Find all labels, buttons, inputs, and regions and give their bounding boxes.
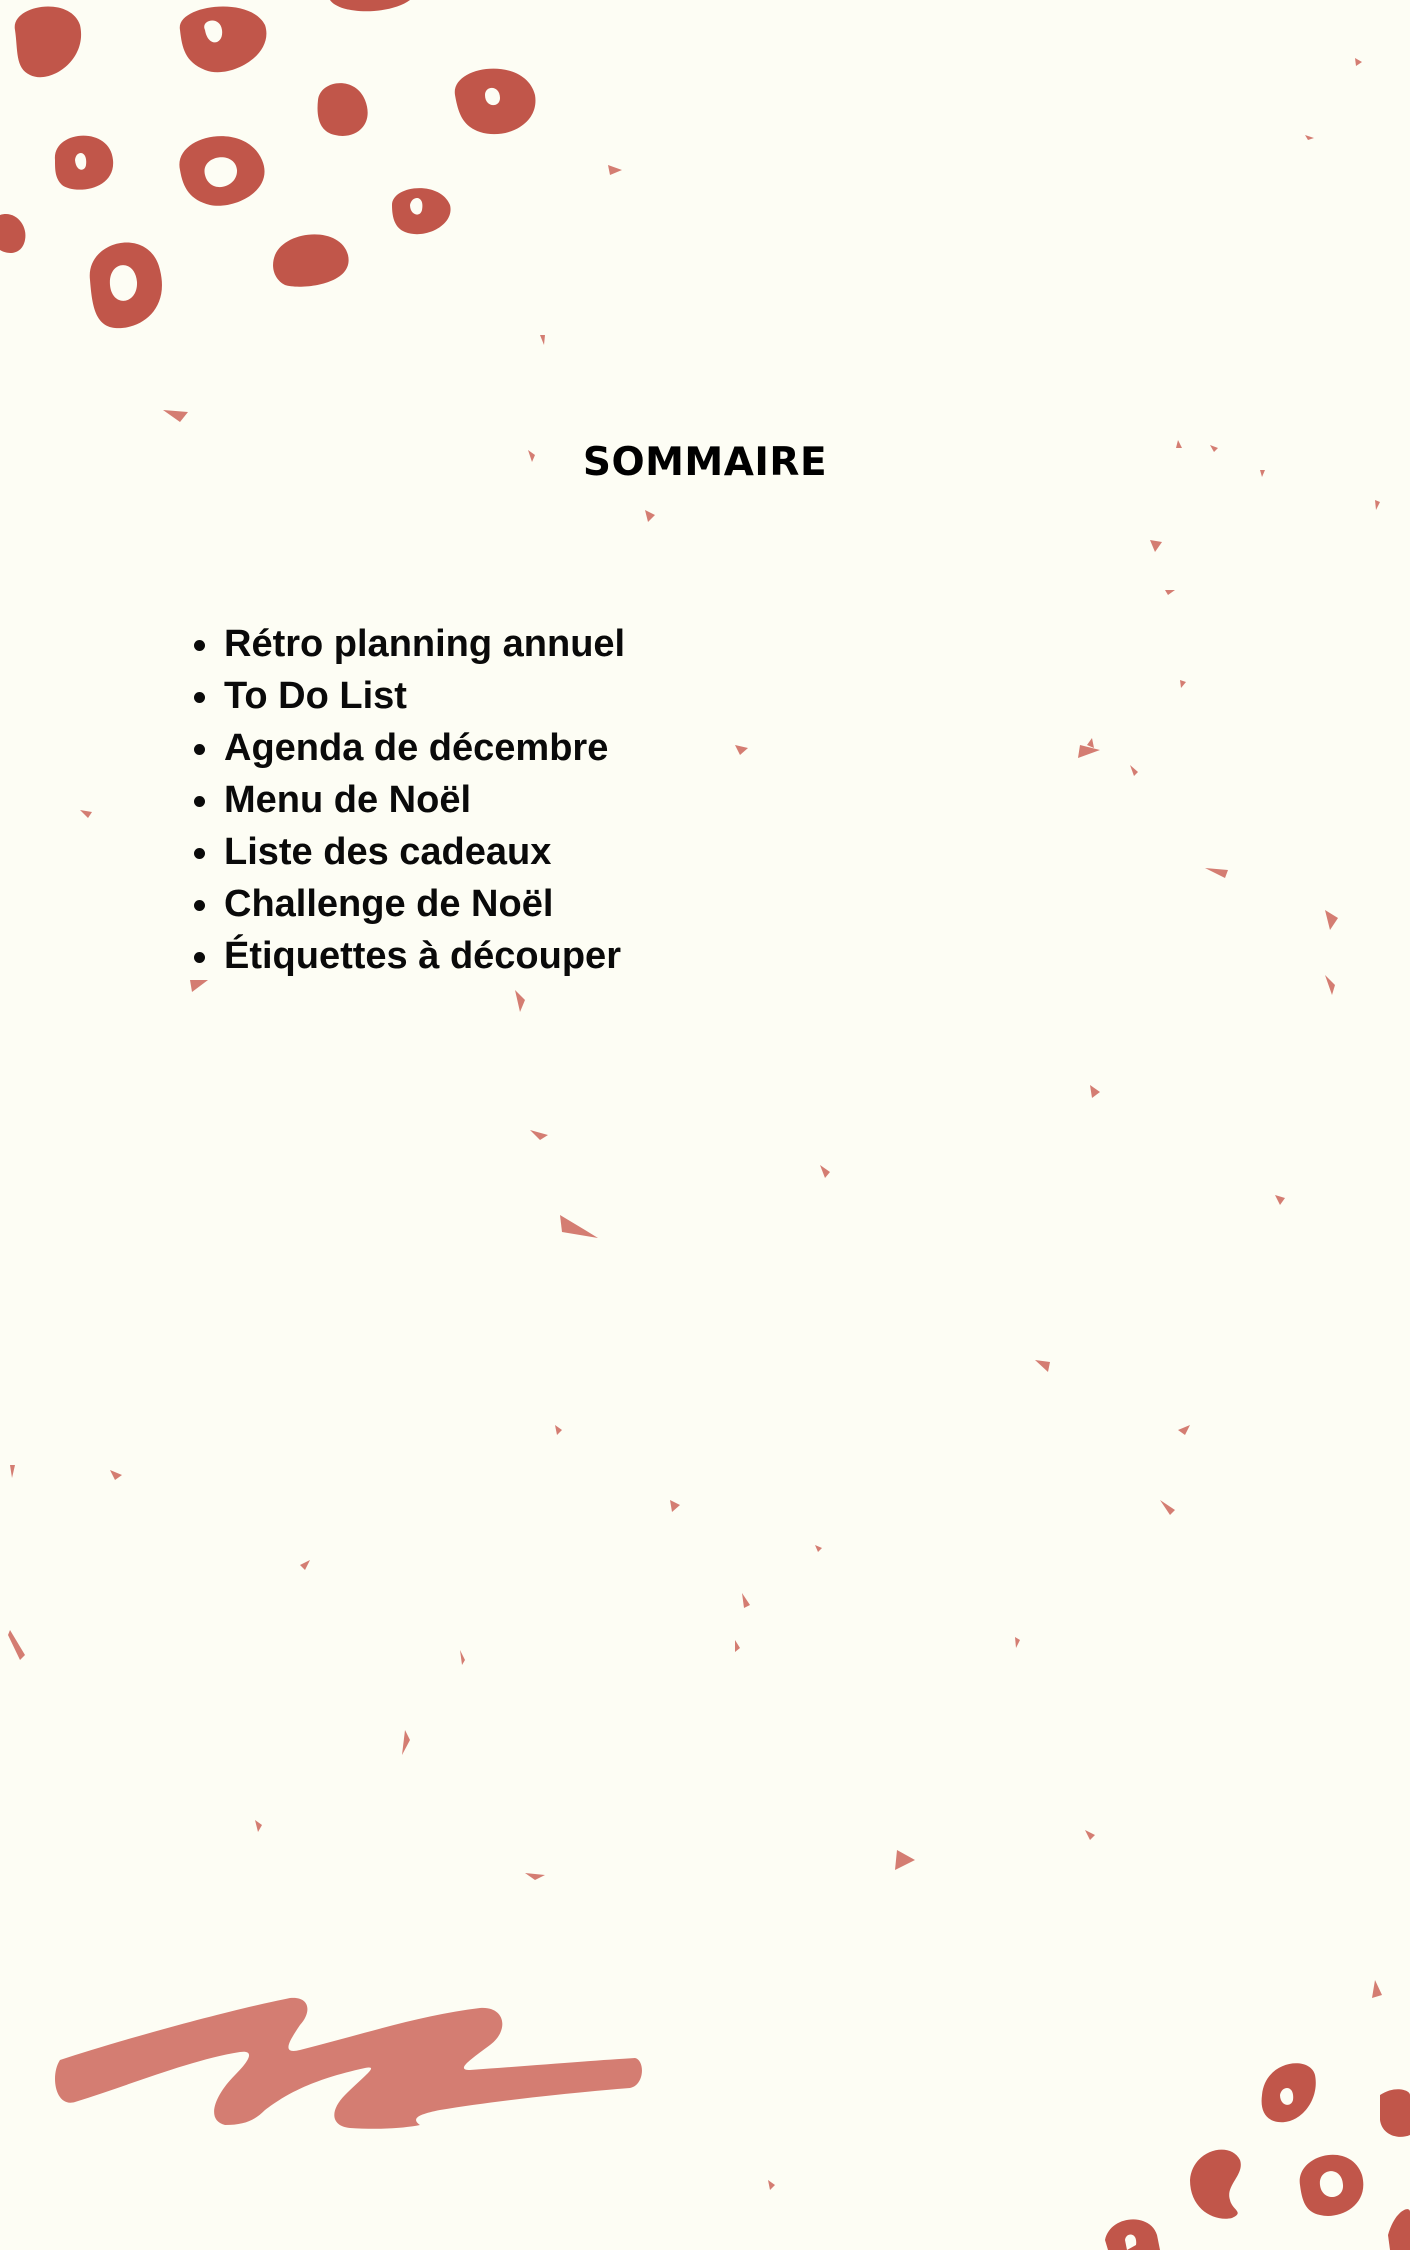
bullet-icon xyxy=(194,640,205,651)
bullet-icon xyxy=(194,744,205,755)
brush-stroke-decoration xyxy=(55,1998,642,2129)
toc-item-label: Liste des cadeaux xyxy=(224,831,552,873)
toc-item-menu xyxy=(180,774,625,826)
table-of-contents xyxy=(180,618,625,982)
toc-item-retro-planning xyxy=(180,618,625,670)
toc-item-label: Rétro planning annuel xyxy=(224,623,626,665)
toc-item-gift-list xyxy=(180,826,625,878)
bullet-icon xyxy=(194,796,205,807)
toc-item-label: To Do List xyxy=(224,675,407,717)
bullet-icon xyxy=(194,952,205,963)
toc-item-labels xyxy=(180,930,625,982)
page-title: SOMMAIRE xyxy=(582,440,828,485)
toc-item-label: Challenge de Noël xyxy=(224,883,554,925)
toc-item-label: Menu de Noël xyxy=(224,779,472,821)
toc-item-challenge xyxy=(180,878,625,930)
bullet-icon xyxy=(194,900,205,911)
toc-item-agenda xyxy=(180,722,625,774)
bullet-icon xyxy=(194,848,205,859)
top-left-blob-cluster xyxy=(0,0,535,328)
toc-item-label: Étiquettes à découper xyxy=(224,935,621,977)
toc-item-label: Agenda de décembre xyxy=(224,727,609,769)
confetti-scatter xyxy=(8,58,1382,2190)
bottom-right-blob-cluster xyxy=(1105,2063,1410,2250)
bullet-icon xyxy=(194,692,205,703)
toc-item-to-do-list xyxy=(180,670,625,722)
